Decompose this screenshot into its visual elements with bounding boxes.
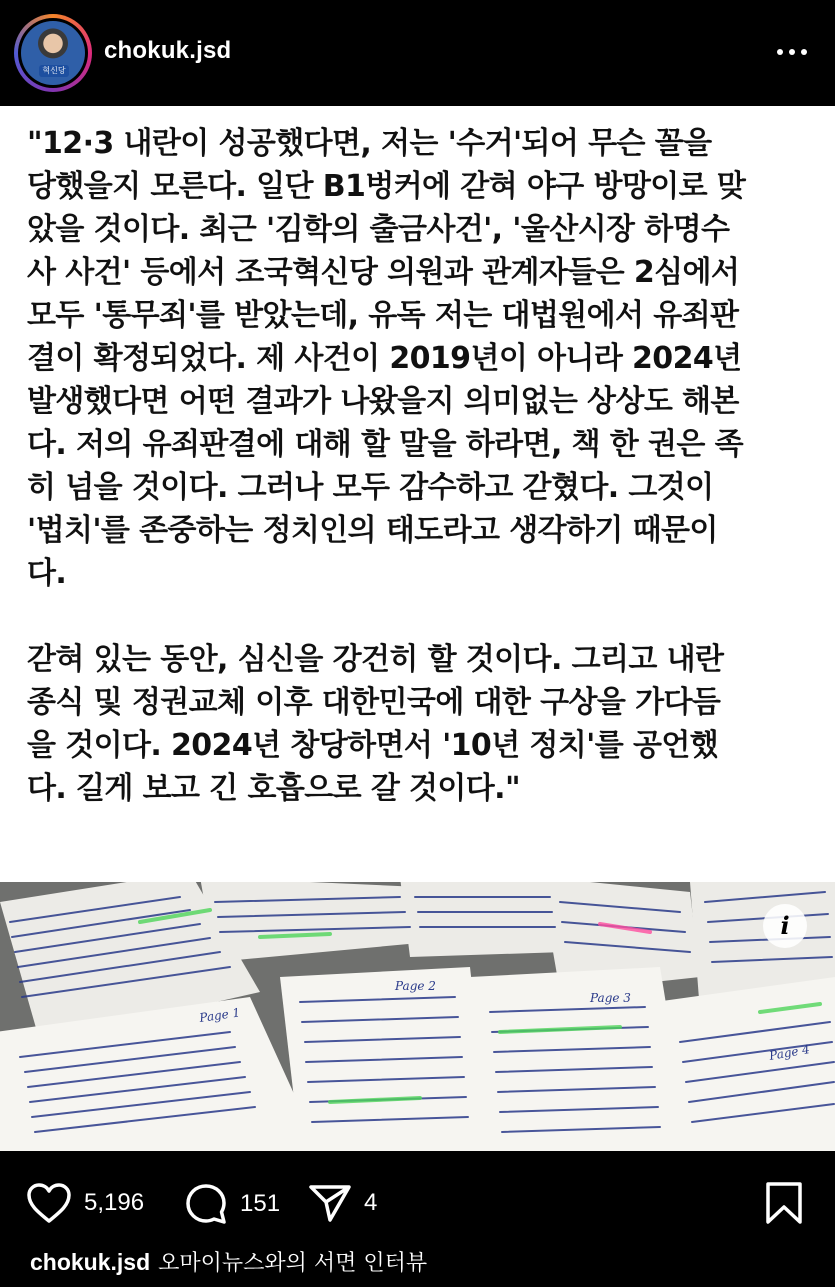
caption — [30, 1246, 427, 1277]
info-icon[interactable]: i — [763, 904, 807, 948]
like-count: 5,196 — [84, 1189, 145, 1216]
post-body-text: "12·3 내란이 성공했다면, 저는 '수거'되어 무슨 꼴을 당했을지 모른다. 일단 B1벙커에 갇혀 야구 방망이로 맞 았을 것이다. 최근 '김학의 출금사건', '울산시장 하명수 사 사건' 등에서 조국혁신당 의원과 관계자들은 2심에서 모두 '통무죄'를 받았는데, 유독 저는 대법원에서 유죄판 결이 확정되었다. 제 사건이 2019년이 아니라 2024년 발생했다면 어떤 결과가 나왔을지 의미없는 상상도 해본 다. 저의 유죄판결에 대해 할 말을 하라면, 책 한 권은 족 히 넘을 것이다. 그러나 모두 감수하고 갇혔다. 그것이 '법치'를 존중하는 정치인의 태도라고 생각하기 때문이 다. 갇혀 있는 동안, 심신을 강건히 할 것이다. 그리고 내란 종식 및 정권교체 이후 대한민국에 대한 구상을 가다듬 을 것이다. 2024년 창당하면서 '10년 정치'를 공언했 다. 길게 보고 긴 호흡으로 갈 것이다." — [27, 126, 746, 806]
save-button[interactable] — [764, 1181, 804, 1229]
caption-username[interactable]: chokuk.jsd — [30, 1249, 151, 1275]
comment-count: 151 — [240, 1190, 281, 1217]
action-bar — [0, 1151, 835, 1246]
bookmark-icon — [764, 1181, 804, 1225]
avatar[interactable] — [14, 14, 92, 92]
share-icon — [308, 1182, 352, 1224]
avatar-badge: 혁신당 — [39, 65, 69, 77]
comment-icon — [184, 1182, 228, 1226]
caption-text: 오마이뉴스와의 서면 인터뷰 — [158, 1251, 428, 1276]
page-label: Page 4 — [768, 1042, 811, 1063]
post-text-card — [0, 106, 835, 882]
comment-button[interactable] — [184, 1182, 280, 1226]
share-count: 4 — [364, 1189, 378, 1216]
more-icon[interactable] — [774, 46, 810, 60]
page-label: Page 2 — [395, 979, 436, 993]
page-label: Page 3 — [590, 991, 631, 1005]
post-header — [0, 0, 835, 106]
username[interactable]: chokuk.jsd — [104, 37, 232, 64]
page-label: Page 1 — [198, 1005, 241, 1025]
share-button[interactable] — [308, 1182, 377, 1224]
like-button[interactable] — [26, 1182, 144, 1224]
letters-illustration — [0, 882, 835, 1151]
handwritten-letters-photo[interactable] — [0, 882, 835, 1151]
heart-icon — [26, 1182, 72, 1224]
avatar-photo — [21, 21, 85, 85]
